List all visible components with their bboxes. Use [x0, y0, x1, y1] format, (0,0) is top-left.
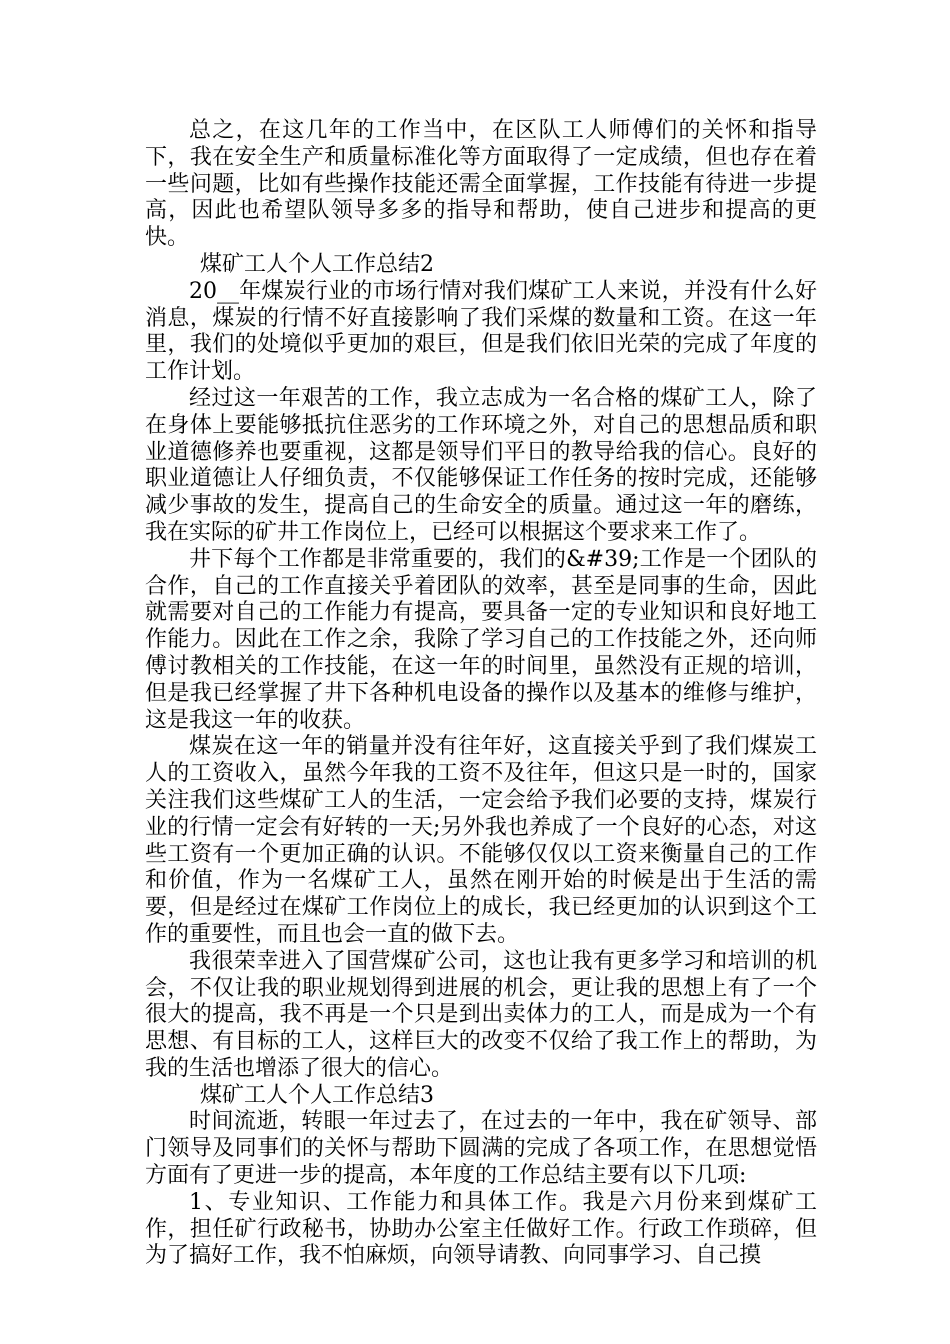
section-heading-2: 煤矿工人个人工作总结2: [200, 251, 434, 277]
paragraph-teamwork-skills: 井下每个工作都是非常重要的，我们的&#39;工作是一个团队的合作，自己的工作直接关乎着团队的效率，甚至是同事的生命，因此就需要对自己的工作能力有提高，要具备一定的专业知识和良好地工作能力。因此在工作之余，我除了学习自己的工作技能之外，还向师傅讨教相关的工作技能，在这一年的时间里，虽然没有正规的培训，但是我已经掌握了井下各种机电设备的操作以及基本的维修与维护，这是我这一年的收获。: [145, 546, 817, 733]
section-heading-3: 煤矿工人个人工作总结3: [200, 1082, 434, 1108]
paragraph-honored-company: 我很荣幸进入了国营煤矿公司，这也让我有更多学习和培训的机会，不仅让我的职业规划得到进展的机会，更让我的思想上有了一个很大的提高，我不再是一个只是到出卖体力的工人，而是成为一个有思想、有目标的工人，这样巨大的改变不仅给了我工作上的帮助，为我的生活也增添了很大的信心。: [145, 948, 817, 1081]
paragraph-item-1: 1、专业知识、工作能力和具体工作。我是六月份来到煤矿工作，担任矿行政秘书，协助办公室主任做好工作。行政工作琐碎，但为了搞好工作，我不怕麻烦，向领导请教、向同事学习、自己摸: [145, 1189, 817, 1269]
paragraph-market-situation: 20__年煤炭行业的市场行情对我们煤矿工人来说，并没有什么好消息，煤炭的行情不好直接影响了我们采煤的数量和工资。在这一年里，我们的处境似乎更加的艰巨，但是我们依旧光荣的完成了年度的工作计划。: [145, 278, 817, 385]
paragraph-time-passes: 时间流逝，转眼一年过去了，在过去的一年中，我在矿领导、部门领导及同事们的关怀与帮助下圆满的完成了各项工作，在思想觉悟方面有了更进一步的提高，本年度的工作总结主要有以下几项:: [145, 1109, 817, 1189]
paragraph-summary-closing: 总之，在这几年的工作当中，在区队工人师傅们的关怀和指导下，我在安全生产和质量标准化等方面取得了一定成绩，但也存在着一些问题，比如有些操作技能还需全面掌握，工作技能有待进一步提高，因此也希望队领导多多的指导和帮助，使自己进步和提高的更快。: [145, 118, 817, 251]
document-page: [145, 118, 817, 1270]
paragraph-qualified-worker: 经过这一年艰苦的工作，我立志成为一名合格的煤矿工人，除了在身体上要能够抵抗住恶劣的工作环境之外，对自己的思想品质和职业道德修养也要重视，这都是领导们平日的教导给我的信心。良好的职业道德让人仔细负责，不仅能够保证工作任务的按时完成，还能够减少事故的发生，提高自己的生命安全的质量。通过这一年的磨练，我在实际的矿井工作岗位上，已经可以根据这个要求来工作了。: [145, 385, 817, 545]
paragraph-sales-wages: 煤炭在这一年的销量并没有往年好，这直接关乎到了我们煤炭工人的工资收入，虽然今年我的工资不及往年，但这只是一时的，国家关注我们这些煤矿工人的生活，一定会给予我们必要的支持，煤炭行业的行情一定会有好转的一天;另外我也养成了一个良好的心态，对这些工资有一个更加正确的认识。不能够仅仅以工资来衡量自己的工作和价值，作为一名煤矿工人，虽然在刚开始的时候是出于生活的需要，但是经过在煤矿工作岗位上的成长，我已经更加的认识到这个工作的重要性，而且也会一直的做下去。: [145, 734, 817, 947]
